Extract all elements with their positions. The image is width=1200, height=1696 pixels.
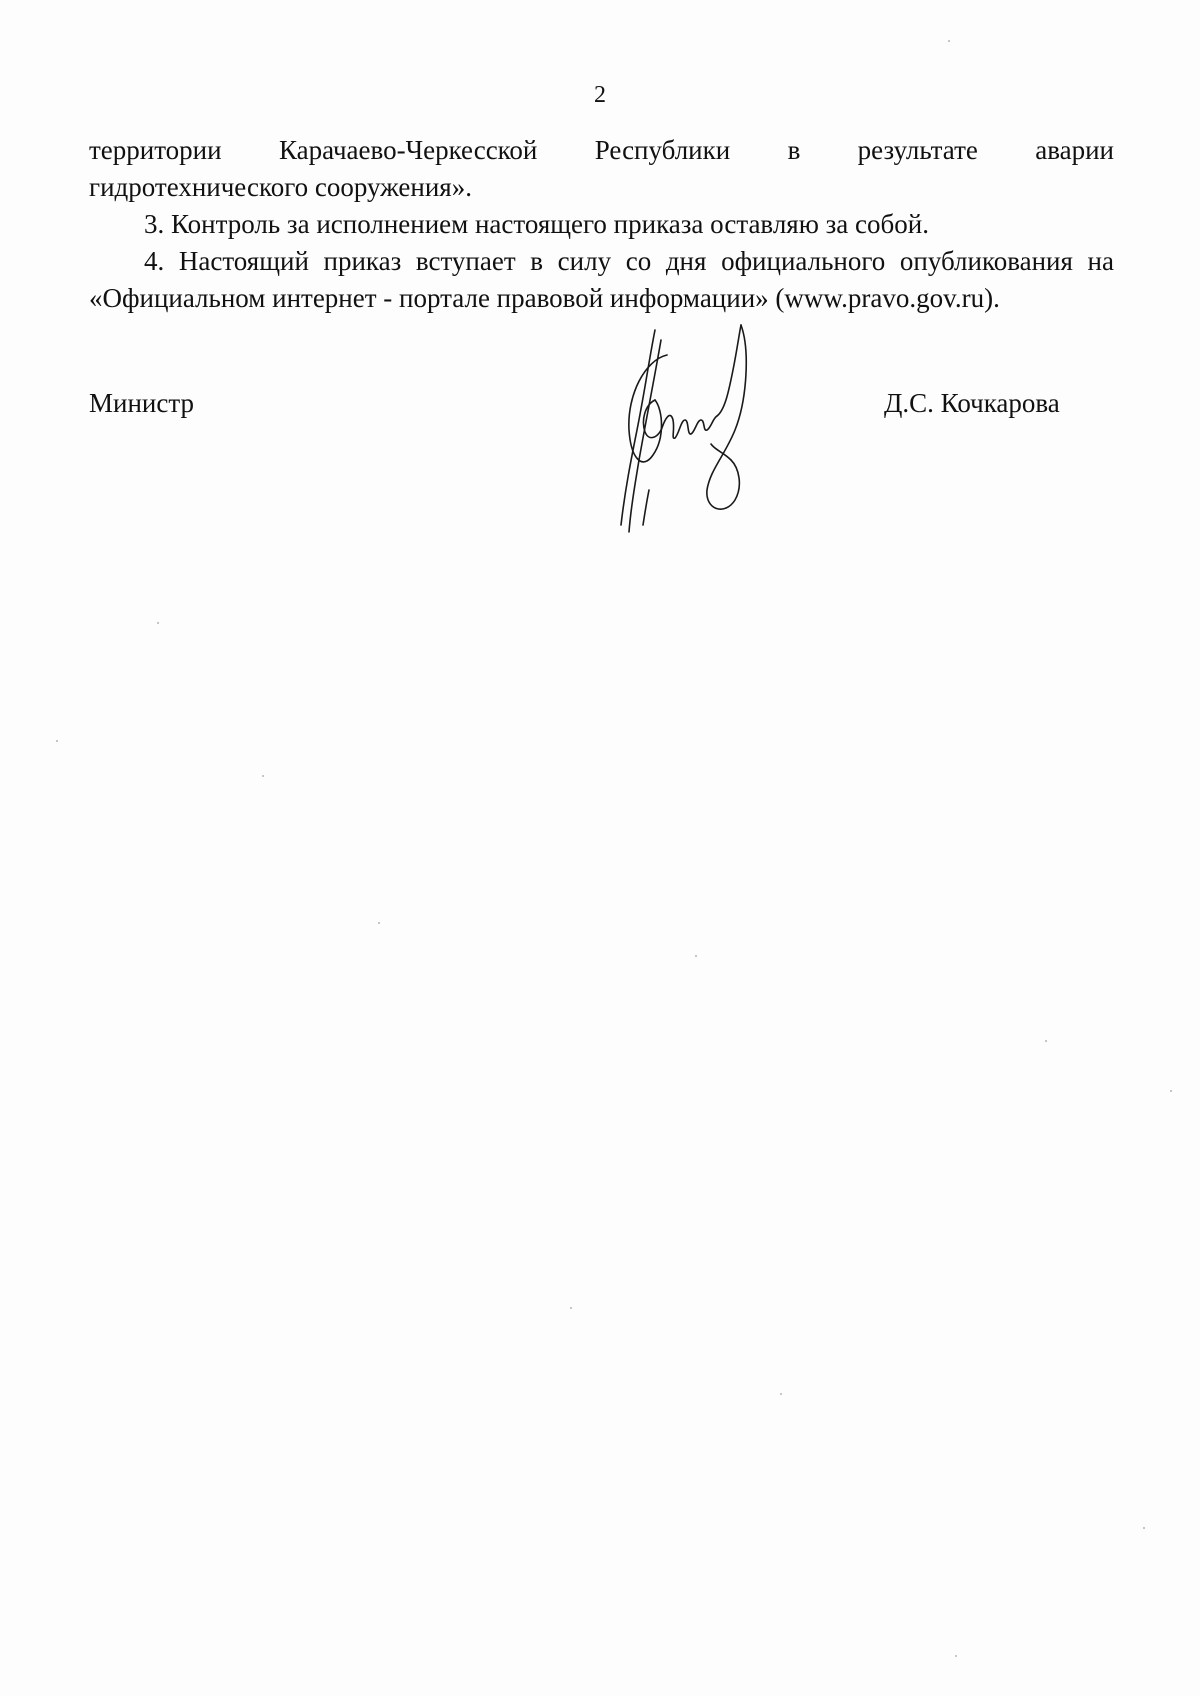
signatory-name: Д.С. Кочкарова [884,388,1060,418]
handwritten-signature [615,320,785,540]
scan-speck [948,40,950,42]
scan-speck [1170,1090,1172,1092]
scan-speck [56,740,58,742]
scan-speck [1143,1527,1145,1529]
paragraph-continuation-line-2: гидротехнического сооружения». [89,172,472,202]
scan-speck [378,922,380,924]
scan-speck [157,622,159,624]
scan-speck [1045,1040,1047,1042]
paragraph-continuation-line-1: территории Карачаево-Черкесской Республики в результате аварии [89,135,1114,165]
document-body [89,132,1114,317]
signatory-title: Министр [89,388,194,418]
page-number: 2 [594,82,606,108]
scan-speck [780,1393,782,1395]
scan-speck [262,775,264,777]
paragraph-item-4-line-2: «Официальном интернет - портале правовой информации» (www.pravo.gov.ru). [89,283,1000,313]
scan-speck [955,1655,957,1657]
scan-speck [570,1307,572,1309]
scan-speck [695,955,697,957]
paragraph-item-3: 3. Контроль за исполнением настоящего приказа оставляю за собой. [144,209,929,239]
paragraph-item-4-line-1: 4. Настоящий приказ вступает в силу со дня официального опубликования на [144,246,1114,276]
signature-row [89,388,1114,428]
